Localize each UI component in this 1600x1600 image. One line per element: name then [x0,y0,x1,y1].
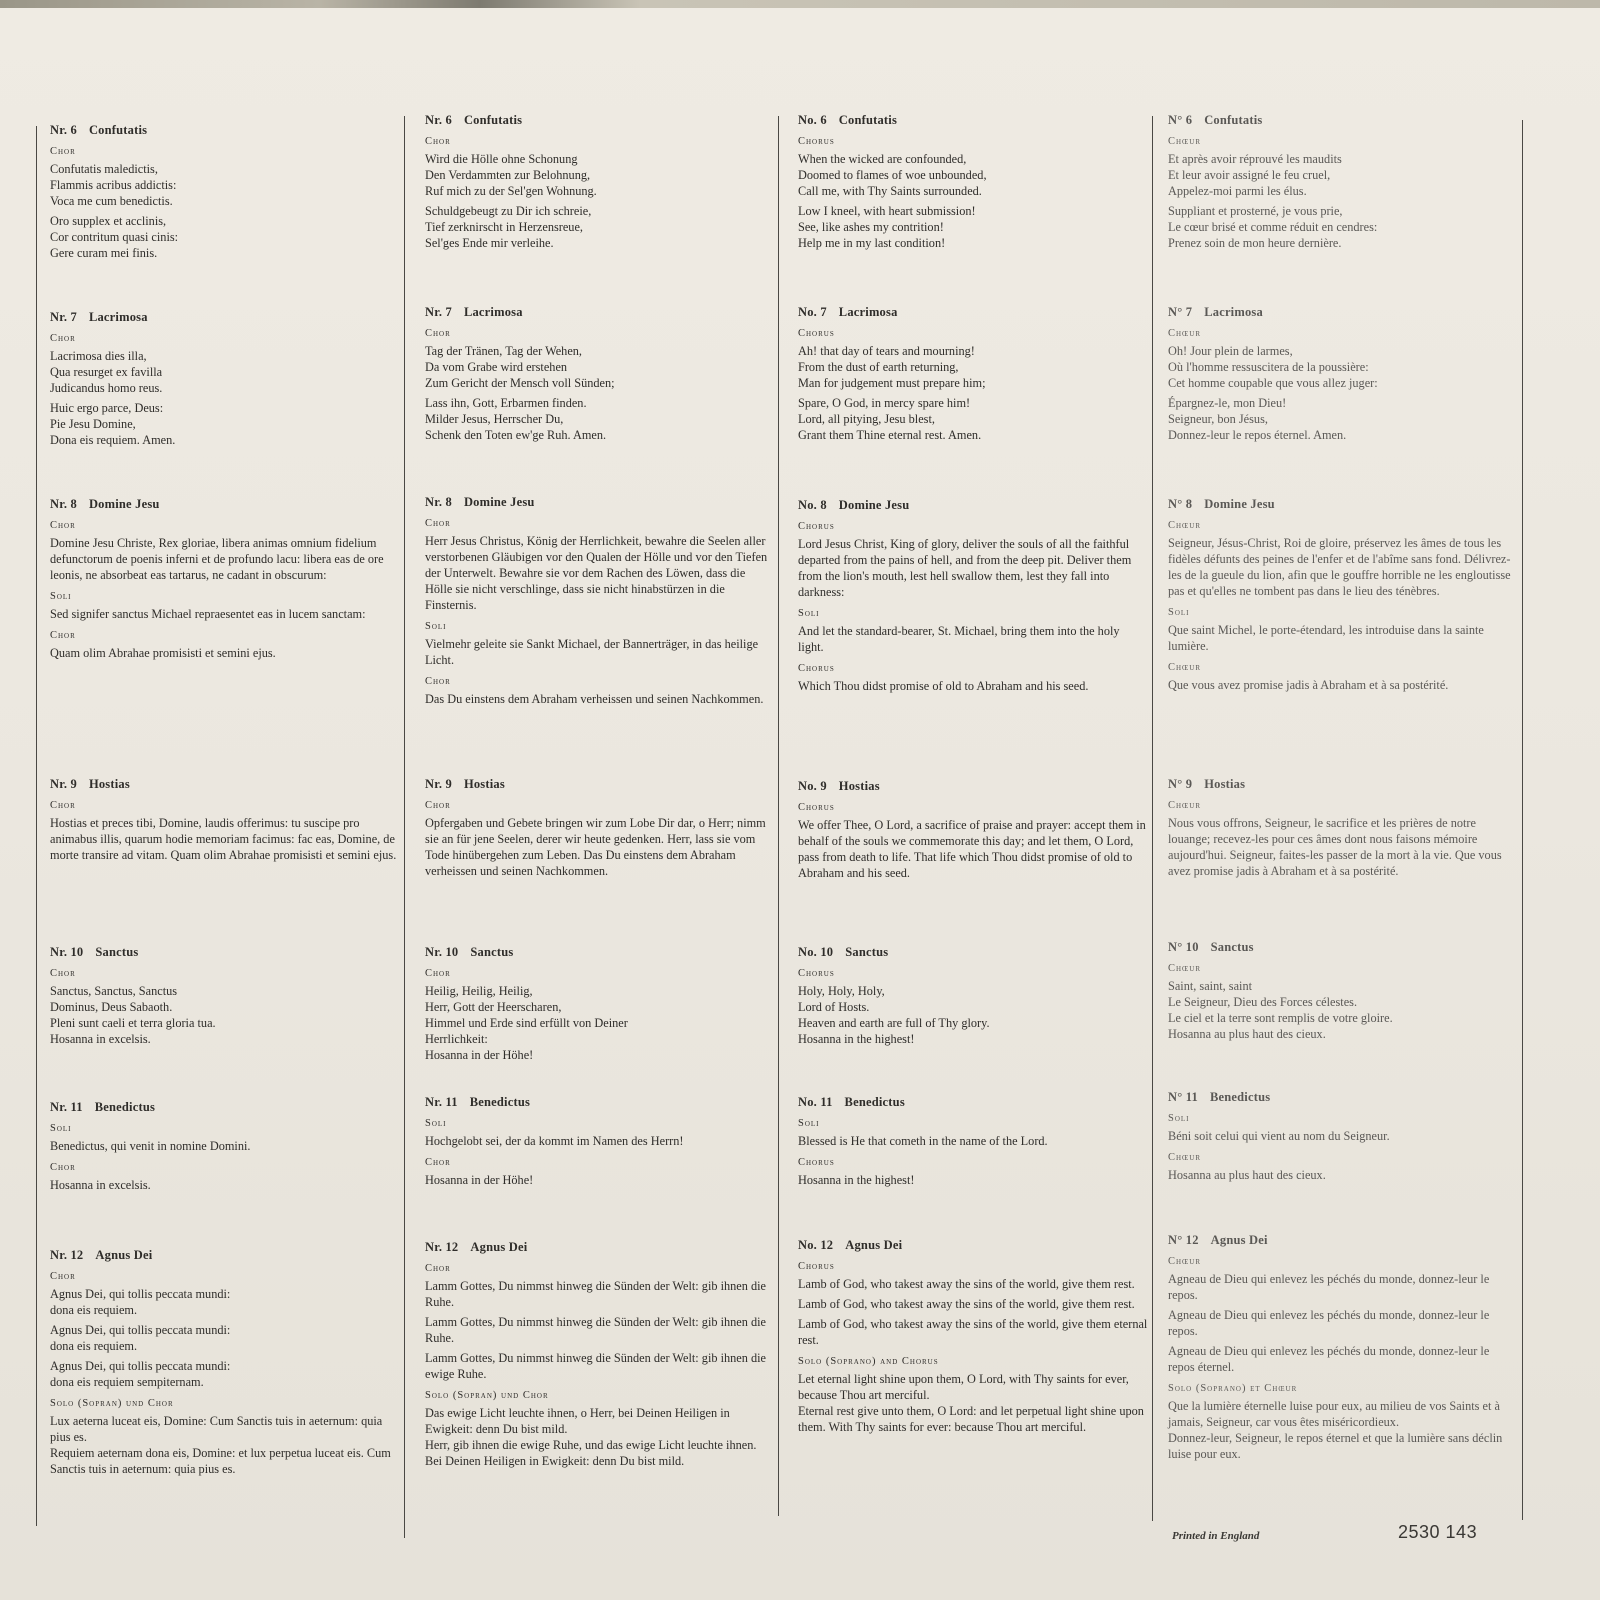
movement-entry [50,123,400,265]
lyric-text: Que saint Michel, le porte-étendard, les introduise dans la sainte lumière. [1168,623,1484,653]
lyric-text: Let eternal light shine upon them, O Lord, with Thy saints for ever, because Thou art merciful. Eternal rest give unto them, O Lord: and let perpetual light shine upon them. With Thy saints for ever: because Thou art merciful. [798,1372,1144,1434]
movement-entry [50,1100,400,1197]
voice-label: Chor [50,800,76,811]
movement-title: Benedictus [469,1095,531,1109]
lyric-text: Épargnez-le, mon Dieu! Seigneur, bon Jésus, Donnez-leur le repos éternel. Amen. [1168,396,1347,442]
lyric-text: Heilig, Heilig, Heilig, Herr, Gott der Heerscharen, Himmel und Erde sind erfüllt von Deiner Herrlichkeit: Hosanna in der Höhe! [425,984,628,1062]
voice-label: Chor [50,520,76,531]
movement-title: Domine Jesu [463,495,535,509]
movement-heading [798,1238,1148,1253]
lyric-text: Hochgelobt sei, der da kommt im Namen des Herrn! [425,1134,684,1148]
movement-title: Confutatis [88,123,148,137]
lyric-text: Blessed is He that cometh in the name of the Lord. [798,1134,1048,1148]
movement-number: No. 11 [798,1095,833,1109]
voice-label: Chor [425,1263,451,1274]
movement-entry [798,779,1148,885]
movement-entry [50,310,400,452]
movement-title: Benedictus [94,1100,156,1114]
voice-label: Soli [50,591,72,602]
movement-number: N° 9 [1168,777,1193,791]
voice-label: Solo (Soprano) and Chorus [798,1356,939,1367]
lyric-text: Herr Jesus Christus, König der Herrlichkeit, bewahre die Seelen aller verstorbenen Gläubigen vor den Qualen der Hölle und vor den Tiefen der Unterwelt. Bewahre sie vor dem Rachen des Löwen, dass die Hölle sie nicht verschlinge, dass sie nicht hinabstürzen in die Finsternis. [425,534,768,612]
movement-title: Agnus Dei [470,1240,528,1254]
voice-label: Chorus [798,136,835,147]
movement-title: Lacrimosa [88,310,148,324]
german-column [425,105,775,1545]
voice-label: Chœur [1168,1152,1202,1163]
lyric-text: Das Du einstens dem Abraham verheissen und seinen Nachkommen. [425,692,764,706]
voice-label: Chor [50,146,76,157]
lyric-text: Lamm Gottes, Du nimmst hinweg die Sünden der Welt: gib ihnen die Ruhe. [425,1279,766,1309]
movement-heading [1168,305,1518,320]
movement-title: Sanctus [1210,940,1254,954]
voice-label: Chorus [798,968,835,979]
movement-heading [1168,1233,1518,1248]
movement-entry [50,945,400,1051]
movement-heading [50,310,400,325]
lyric-text: Sed signifer sanctus Michael repraesentet eas in lucem sanctam: [50,607,366,621]
movement-number: No. 12 [798,1238,834,1252]
movement-heading [798,498,1148,513]
movement-entry [1168,497,1518,697]
voice-label: Chœur [1168,800,1202,811]
movement-number: N° 12 [1168,1233,1199,1247]
movement-number: Nr. 6 [50,123,77,137]
lyric-text: We offer Thee, O Lord, a sacrifice of praise and prayer: accept them in behalf of the souls we commemorate this day; and let them, O Lord, pass from death to life. That life which Thou didst promise of old to Abraham and his seed. [798,818,1146,880]
lyric-text: Lamm Gottes, Du nimmst hinweg die Sünden der Welt: gib ihnen die Ruhe. [425,1315,766,1345]
voice-label: Chor [425,518,451,529]
movement-entry [1168,940,1518,1046]
movement-title: Lacrimosa [838,305,898,319]
movement-heading [425,777,775,792]
lyric-text: Hosanna au plus haut des cieux. [1168,1168,1326,1182]
lyric-text: Benedictus, qui venit in nomine Domini. [50,1139,251,1153]
lyric-text: Que la lumière éternelle luise pour eux, au milieu de vos Saints et à jamais, Seigneur, car vous êtes miséricordieux. Donnez-leur, Seigneur, le repos éternel et que la lumière sans déclin luise pour eux. [1168,1399,1503,1461]
voice-label: Chorus [798,328,835,339]
lyric-text: Oro supplex et acclinis, Cor contritum quasi cinis: Gere curam mei finis. [50,214,179,260]
movement-title: Hostias [463,777,505,791]
voice-label: Solo (Soprano) et Chœur [1168,1383,1298,1394]
voice-label: Chor [425,328,451,339]
movement-entry [1168,1090,1518,1187]
voice-label: Soli [50,1123,72,1134]
lyric-text: Agneau de Dieu qui enlevez les péchés du monde, donnez-leur le repos. [1168,1272,1490,1302]
voice-label: Chor [425,800,451,811]
movement-heading [1168,777,1518,792]
lyric-text: Ah! that day of tears and mourning! From the dust of earth returning, Man for judgement must prepare him; [798,344,986,390]
lyric-text: Béni soit celui qui vient au nom du Seigneur. [1168,1129,1390,1143]
lyric-text: Lacrimosa dies illa, Qua resurget ex favilla Judicandus homo reus. [50,349,163,395]
movement-entry [798,498,1148,698]
voice-label: Solo (Sopran) und Chor [50,1398,174,1409]
voice-label: Chor [50,630,76,641]
movement-heading [1168,497,1518,512]
lyric-text: Que vous avez promise jadis à Abraham et à sa postérité. [1168,678,1449,692]
movement-title: Hostias [1204,777,1246,791]
lyric-text: Hosanna in the highest! [798,1173,915,1187]
movement-entry [1168,305,1518,447]
movement-entry [425,113,775,255]
movement-number: N° 8 [1168,497,1193,511]
movement-entry [425,495,775,711]
movement-entry [798,945,1148,1051]
voice-label: Chor [425,676,451,687]
french-column [1168,105,1518,1545]
voice-label: Chor [425,136,451,147]
lyric-text: Holy, Holy, Holy, Lord of Hosts. Heaven and earth are full of Thy glory. Hosanna in the highest! [798,984,990,1046]
voice-label: Chor [425,1157,451,1168]
lyric-text: Lord Jesus Christ, King of glory, deliver the souls of all the faithful departed from the pains of hell, and from the deep pit. Deliver them from the lion's mouth, lest hell swallow them, lest they fall into darkness: [798,537,1132,599]
movement-number: Nr. 12 [425,1240,459,1254]
lyric-text: Lamb of God, who takest away the sins of the world, give them rest. [798,1297,1135,1311]
lyric-text: Suppliant et prosterné, je vous prie, Le cœur brisé et comme réduit en cendres: Prenez soin de mon heure dernière. [1168,204,1378,250]
lyric-text: Opfergaben und Gebete bringen wir zum Lobe Dir dar, o Herr; nimm sie an für jene Seelen, derer wir heute gedenken. Herr, lass sie vom Tode hinübergehen zum Leben. Das Du einstens dem Abraham verheissen und seinen Nachkommen. [425,816,766,878]
movement-number: N° 10 [1168,940,1199,954]
movement-title: Agnus Dei [845,1238,903,1252]
movement-number: N° 7 [1168,305,1193,319]
lyric-text: Hostias et preces tibi, Domine, laudis offerimus: tu suscipe pro animabus illis, quarum hodie memoriam facimus: fac eas, Domine, de morte transire ad vitam. Quam olim Abrahae promisisti et semini ejus. [50,816,397,862]
voice-label: Soli [1168,1113,1190,1124]
movement-title: Domine Jesu [1204,497,1275,511]
voice-label: Chœur [1168,520,1202,531]
movement-title: Sanctus [95,945,139,959]
voice-label: Soli [425,621,447,632]
movement-number: Nr. 9 [425,777,452,791]
movement-heading [50,1248,400,1263]
movement-heading [1168,1090,1518,1105]
movement-title: Sanctus [845,945,889,959]
voice-label: Chor [50,1271,76,1282]
column-rule [36,126,37,1526]
lyric-text: Agnus Dei, qui tollis peccata mundi: dona eis requiem. [50,1287,231,1317]
voice-label: Soli [798,608,820,619]
lyric-text: Which Thou didst promise of old to Abraham and his seed. [798,679,1089,693]
movement-number: Nr. 10 [50,945,84,959]
movement-title: Confutatis [463,113,523,127]
lyric-text: Agnus Dei, qui tollis peccata mundi: dona eis requiem. [50,1323,231,1353]
voice-label: Soli [798,1118,820,1129]
movement-number: Nr. 6 [425,113,452,127]
voice-label: Chœur [1168,662,1202,673]
lyric-text: Lamb of God, who takest away the sins of the world, give them eternal rest. [798,1317,1148,1347]
movement-number: Nr. 7 [50,310,77,324]
movement-number: Nr. 9 [50,777,77,791]
movement-heading [50,497,400,512]
movement-entry [425,945,775,1067]
lyric-text: Sanctus, Sanctus, Sanctus Dominus, Deus Sabaoth. Pleni sunt caeli et terra gloria tua. Hosanna in excelsis. [50,984,216,1046]
movement-heading [425,1095,775,1110]
movement-number: Nr. 10 [425,945,459,959]
movement-title: Domine Jesu [88,497,160,511]
lyric-text: Lux aeterna luceat eis, Domine: Cum Sanctis tuis in aeternum: quia pius es. Requiem aeternam dona eis, Domine: et lux perpetua luceat eis. Cum Sanctis tuis in aeternum: quia pius es. [50,1414,391,1476]
movement-number: No. 10 [798,945,834,959]
movement-heading [798,305,1148,320]
movement-entry [1168,777,1518,883]
movement-number: Nr. 12 [50,1248,84,1262]
movement-number: Nr. 11 [50,1100,83,1114]
movement-title: Hostias [838,779,880,793]
movement-heading [798,945,1148,960]
movement-number: N° 6 [1168,113,1193,127]
voice-label: Chœur [1168,328,1202,339]
movement-heading [1168,113,1518,128]
voice-label: Chorus [798,1261,835,1272]
movement-entry [798,305,1148,447]
movement-number: No. 7 [798,305,827,319]
movement-number: Nr. 8 [50,497,77,511]
voice-label: Chœur [1168,136,1202,147]
movement-title: Benedictus [1209,1090,1271,1104]
column-rule [778,116,779,1516]
movement-title: Sanctus [470,945,514,959]
lyric-text: Wird die Hölle ohne Schonung Den Verdammten zur Belohnung, Ruf mich zu der Sel'gen Wohnung. [425,152,597,198]
column-rule [1522,120,1523,1520]
voice-label: Chor [50,333,76,344]
voice-label: Chor [425,968,451,979]
lyric-text: Das ewige Licht leuchte ihnen, o Herr, bei Deinen Heiligen in Ewigkeit: denn Du bist mild. Herr, gib ihnen die ewige Ruhe, und das ewige Licht leuchte ihnen. Bei Deinen Heiligen in Ewigkeit: denn Du bist mild. [425,1406,757,1468]
lyric-text: When the wicked are confounded, Doomed to flames of woe unbounded, Call me, with Thy Saints surrounded. [798,152,987,198]
lyric-text: Saint, saint, saint Le Seigneur, Dieu des Forces célestes. Le ciel et la terre sont remplis de votre gloire. Hosanna au plus haut des cieux. [1168,979,1393,1041]
movement-number: No. 8 [798,498,827,512]
lyric-text: Hosanna in der Höhe! [425,1173,534,1187]
movement-title: Benedictus [844,1095,905,1109]
lyric-text: Oh! Jour plein de larmes, Où l'homme ressuscitera de la poussière: Cet homme coupable que vous allez juger: [1168,344,1378,390]
catalog-number: 2530 143 [1398,1522,1478,1542]
lyric-text: Domine Jesu Christe, Rex gloriae, libera animas omnium fidelium defunctorum de poenis inferni et de profundo lacu: libera eas de ore leonis, ne absorbeat eas tartarus, ne cadant in obscurum: [50,536,384,582]
movement-heading [50,777,400,792]
movement-heading [425,1240,775,1255]
movement-title: Confutatis [1204,113,1263,127]
lyric-text: Lass ihn, Gott, Erbarmen finden. Milder Jesus, Herrscher Du, Schenk den Toten ew'ge Ruh. Amen. [425,396,607,442]
voice-label: Chorus [798,663,835,674]
movement-heading [425,305,775,320]
lyric-text: Lamb of God, who takest away the sins of the world, give them rest. [798,1277,1135,1291]
movement-number: Nr. 7 [425,305,452,319]
column-rule [1152,116,1153,1521]
movement-title: Confutatis [838,113,898,127]
voice-label: Chœur [1168,1256,1202,1267]
movement-entry [1168,113,1518,255]
voice-label: Soli [425,1118,447,1129]
movement-entry [425,305,775,447]
lyric-text: Nous vous offrons, Seigneur, le sacrifice et les prières de notre louange; recevez-les pour ces âmes dont nous faisons mémoire aujourd'hui. Seigneur, faites-les passer de la mort à la vie. Que vous avez promise jadis à Abraham et à sa postérité. [1168,816,1502,878]
movement-title: Agnus Dei [1210,1233,1268,1247]
movement-heading [798,779,1148,794]
lyric-text: Agneau de Dieu qui enlevez les péchés du monde, donnez-leur le repos éternel. [1168,1344,1490,1374]
lyric-text: Spare, O God, in mercy spare him! Lord, all pitying, Jesu blest, Grant them Thine eternal rest. Amen. [798,396,982,442]
printed-in-label: Printed in England [1172,1530,1260,1542]
voice-label: Chorus [798,521,835,532]
movement-heading [425,113,775,128]
movement-number: Nr. 11 [425,1095,458,1109]
lyric-text: Quam olim Abrahae promisisti et semini ejus. [50,646,276,660]
movement-title: Lacrimosa [463,305,523,319]
lyric-text: Hosanna in excelsis. [50,1178,151,1192]
movement-number: Nr. 8 [425,495,452,509]
lyric-text: Et après avoir réprouvé les maudits Et leur avoir assigné le feu cruel, Appelez-moi parmi les élus. [1168,152,1342,198]
movement-heading [425,495,775,510]
movement-entry [798,1095,1148,1192]
lyric-text: Agneau de Dieu qui enlevez les péchés du monde, donnez-leur le repos. [1168,1308,1490,1338]
voice-label: Chor [50,1162,76,1173]
movement-heading [798,113,1148,128]
voice-label: Chor [50,968,76,979]
movement-number: N° 11 [1168,1090,1198,1104]
voice-label: Solo (Sopran) und Chor [425,1390,549,1401]
movement-entry [50,777,400,867]
lyric-text: Seigneur, Jésus-Christ, Roi de gloire, préservez les âmes de tous les fidèles défunts des peines de l'enfer et de l'abîme sans fond. Délivrez-les de la gueule du lion, afin que le gouffre horrible ne les engloutisse pas et qu'elles ne tombent pas dans le lieu des ténèbres. [1168,536,1511,598]
movement-heading [50,1100,400,1115]
movement-number: No. 6 [798,113,827,127]
lyric-text: Agnus Dei, qui tollis peccata mundi: dona eis requiem sempiternam. [50,1359,231,1389]
movement-heading [1168,940,1518,955]
lyric-text: Confutatis maledictis, Flammis acribus addictis: Voca me cum benedictis. [50,162,177,208]
movement-entry [798,113,1148,255]
movement-heading [798,1095,1148,1110]
lyric-text: Schuldgebeugt zu Dir ich schreie, Tief zerknirscht in Herzensreue, Sel'ges Ende mir verleihe. [425,204,592,250]
lyric-text: And let the standard-bearer, St. Michael, bring them into the holy light. [798,624,1120,654]
movement-heading [425,945,775,960]
movement-entry [425,1095,775,1192]
movement-entry [50,1248,400,1481]
lyric-text: Huic ergo parce, Deus: Pie Jesu Domine, Dona eis requiem. Amen. [50,401,176,447]
voice-label: Soli [1168,607,1190,618]
movement-title: Hostias [88,777,130,791]
movement-title: Agnus Dei [95,1248,153,1262]
english-column [798,105,1148,1545]
movement-heading [50,945,400,960]
lyric-text: Tag der Tränen, Tag der Wehen, Da vom Grabe wird erstehen Zum Gericht der Mensch voll Sünden; [425,344,615,390]
movement-entry [50,497,400,665]
column-rule [404,116,405,1538]
movement-entry [1168,1233,1518,1466]
movement-title: Lacrimosa [1204,305,1263,319]
voice-label: Chœur [1168,963,1202,974]
movement-entry [425,777,775,883]
movement-entry [798,1238,1148,1439]
lyric-text: Vielmehr geleite sie Sankt Michael, der Bannerträger, in das heilige Licht. [425,637,759,667]
movement-entry [425,1240,775,1473]
movement-title: Domine Jesu [838,498,910,512]
voice-label: Chorus [798,802,835,813]
lyric-text: Lamm Gottes, Du nimmst hinweg die Sünden der Welt: gib ihnen die ewige Ruhe. [425,1351,766,1381]
movement-heading [50,123,400,138]
latin-column [50,105,400,1545]
lyric-text: Low I kneel, with heart submission! See, like ashes my contrition! Help me in my last condition! [798,204,976,250]
voice-label: Chorus [798,1157,835,1168]
movement-number: No. 9 [798,779,827,793]
